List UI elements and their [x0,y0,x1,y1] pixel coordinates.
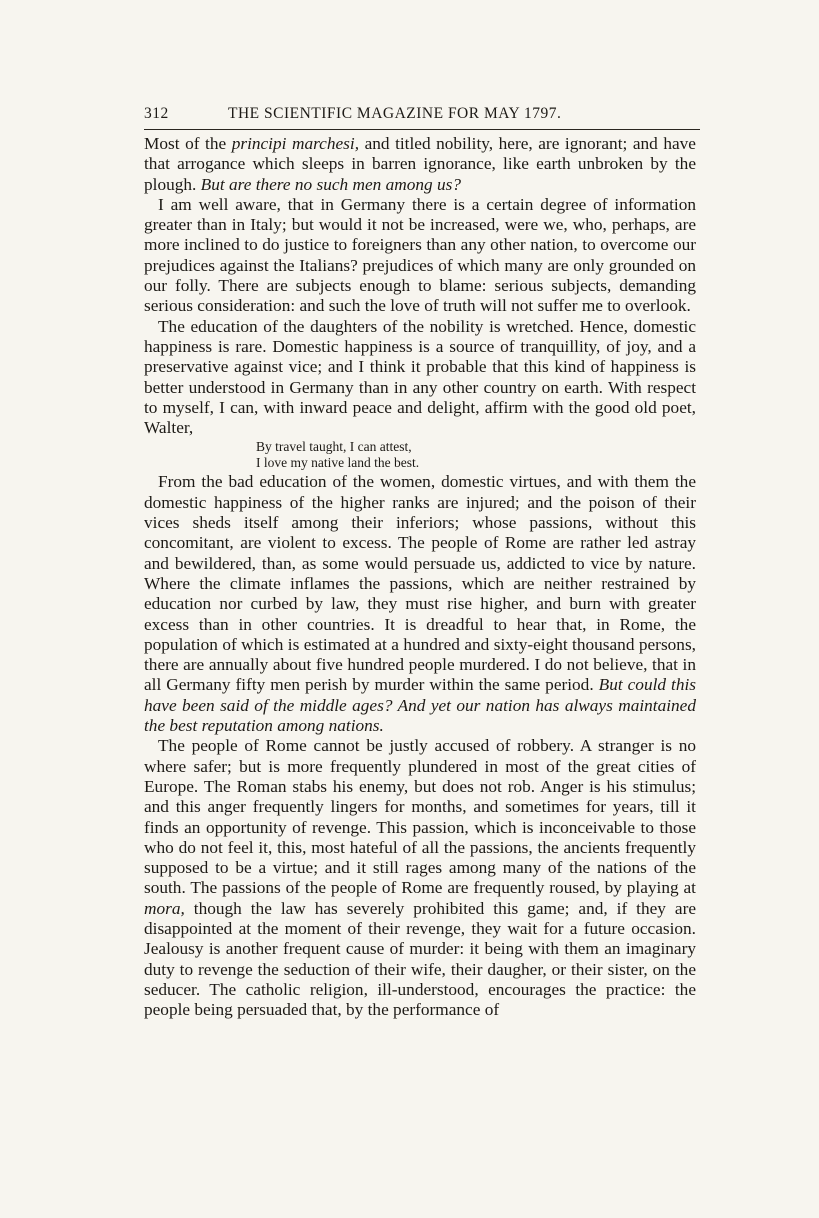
italic-text: mora, [144,898,185,918]
verse-line: By travel taught, I can attest, [256,439,412,455]
text-run: and titled nobility, here, are ignorant; and have that arrogance which sleeps in barren ignorance, like earth unbroken by the plough. [144,134,696,194]
verse-line: I love my native land the best. [256,454,420,470]
verse-quote [256,439,696,470]
paragraph [144,195,696,317]
paragraph [144,472,696,736]
paragraph [144,134,696,195]
body-text [144,134,696,1020]
text-run: The education of the daughters of the nobility is wretched. Hence, domestic happiness is rare. Domestic happiness is a source of tranquillity, of joy, and a preservative against vice; and I think it probable that this kind of happiness is better understood in Germany than in any other country on earth. With respect to myself, I can, with inward peace and delight, affirm with the good old poet, Walter, [144,316,696,438]
page-number: 312 [144,105,169,122]
paragraph [144,317,696,439]
italic-text: But could this have been said of the middle ages? And yet our nation has always maintained the best reputation among nations. [144,675,696,736]
running-title: THE SCIENTIFIC MAGAZINE FOR MAY 1797. [228,105,562,122]
paragraph [144,736,696,1020]
italic-text: But are there no such men among us? [200,174,461,194]
header-rule [144,129,700,130]
text-run: The people of Rome cannot be justly accused of robbery. A stranger is no where safer; but is more frequently plundered in most of the great cities of Europe. The Roman stabs his enemy, but does not rob. Anger is his stimulus; and this anger frequently lingers for months, and sometimes for years, till it finds an opportunity of revenge. This passion, which is inconceivable to those who do not feel it, this, most hateful of all the passions, the ancients frequently supposed to be a virtue; and it still rages among many of the nations of the south. The passions of the people of Rome are frequently roused, by playing at [144,736,696,898]
text-run: Most of the [144,134,232,153]
text-run: though the law has severely prohibited this game; and, if they are disappointed at the moment of their revenge, they wait for a future occasion. Jealousy is another frequent cause of murder: it being with them an imaginary duty to revenge the seduction of their wife, their daugher, or their sister, on the seducer. The catholic religion, ill-understood, encourages the practice: the people being persuaded that, by the performance of [144,898,696,1020]
text-run: From the bad education of the women, domestic virtues, and with them the domestic happiness of the higher ranks are injured; and the poison of their vices sheds itself among their inferiors; whose passions, without this concomitant, are violent to excess. The people of Rome are rather led astray and bewildered, than, as some would persuade us, addicted to vice by nature. Where the climate inflames the passions, which are neither restrained by education nor curbed by law, they must rise higher, and burn with greater excess than in other countries. It is dreadful to hear that, in Rome, the population of which is estimated at a hundred and sixty-eight thousand persons, there are annually about five hundred people murdered. I do not believe, that in all Germany fifty men perish by murder within the same period. [144,472,696,695]
text-run: I am well aware, that in Germany there is a certain degree of information greater than in Italy; but would it not be increased, were we, who, perhaps, are more inclined to do justice to foreigners than any other nation, to overcome our prejudices against the Italians? prejudices of which many are only grounded on our folly. There are subjects enough to blame: serious subjects, demanding serious consideration: and such the love of truth will not suffer me to overlook. [144,194,696,316]
italic-text: principi marchesi, [231,134,360,153]
